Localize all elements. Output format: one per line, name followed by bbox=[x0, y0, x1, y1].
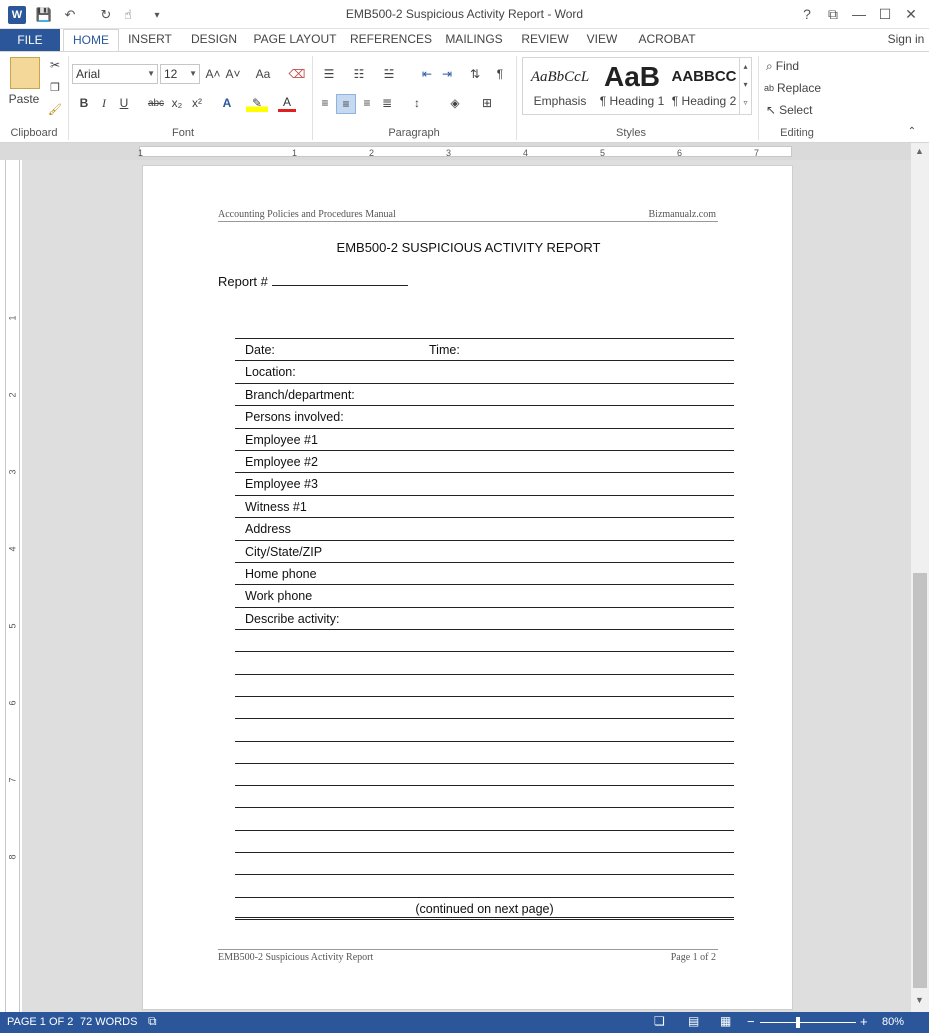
style-name: Emphasis bbox=[533, 94, 587, 108]
sign-in-link[interactable]: Sign in bbox=[887, 32, 925, 46]
zoom-level[interactable]: 80% bbox=[882, 1016, 905, 1028]
replace-button[interactable] bbox=[764, 79, 834, 97]
form-row-label: Employee #3 bbox=[245, 477, 318, 492]
ruler-number: 7 bbox=[7, 777, 18, 783]
ruler-number: 2 bbox=[369, 148, 375, 158]
cut-icon[interactable]: ✂ bbox=[49, 58, 61, 72]
blank-line[interactable] bbox=[235, 675, 734, 697]
text-effects-icon[interactable]: A bbox=[222, 96, 232, 110]
ruler-number: 8 bbox=[7, 854, 18, 860]
save-icon[interactable]: 💾 bbox=[35, 7, 53, 22]
form-row-label: Date: bbox=[245, 343, 275, 357]
customize-toolbar-icon[interactable]: ▾ bbox=[154, 9, 160, 21]
tab-acrobat[interactable]: ACROBAT bbox=[638, 32, 696, 46]
title-bar bbox=[0, 0, 929, 29]
change-case-button[interactable]: Aa bbox=[255, 67, 271, 81]
ruler-number: 5 bbox=[600, 148, 606, 158]
blank-line[interactable] bbox=[235, 875, 734, 897]
maximize-button[interactable]: ☐ bbox=[878, 6, 892, 22]
tab-review[interactable]: REVIEW bbox=[521, 32, 569, 46]
italic-button[interactable]: I bbox=[102, 95, 106, 110]
blank-line[interactable] bbox=[235, 786, 734, 808]
ruler-number: 4 bbox=[7, 546, 18, 552]
replace-label: Replace bbox=[777, 81, 822, 95]
document-page[interactable] bbox=[142, 165, 793, 1010]
footer-rule bbox=[218, 949, 718, 950]
blank-line[interactable] bbox=[235, 831, 734, 853]
font-size-combo[interactable] bbox=[160, 64, 200, 84]
find-button[interactable] bbox=[766, 57, 826, 75]
tab-mailings[interactable]: MAILINGS bbox=[445, 32, 503, 46]
minimize-button[interactable]: — bbox=[852, 6, 866, 22]
tab-page-layout[interactable]: PAGE LAYOUT bbox=[253, 32, 337, 46]
ruler-number: 1 bbox=[7, 315, 18, 321]
paste-button[interactable]: Paste bbox=[8, 92, 40, 106]
ruler-number: 3 bbox=[7, 469, 18, 475]
form-row[interactable] bbox=[235, 541, 734, 563]
report-number-field[interactable] bbox=[218, 274, 408, 289]
superscript-button[interactable]: x² bbox=[192, 96, 202, 110]
cursor-icon: ↖ bbox=[766, 103, 777, 117]
bullets-icon[interactable]: ☰ bbox=[323, 67, 335, 81]
ruler-number: 1 bbox=[292, 148, 298, 158]
scroll-down-icon[interactable]: ▼ bbox=[915, 995, 924, 1005]
style-sample: AABBCC bbox=[671, 68, 737, 85]
tab-design[interactable]: DESIGN bbox=[190, 32, 237, 46]
numbering-icon[interactable]: ☷ bbox=[353, 67, 365, 81]
ruler-number: 6 bbox=[677, 148, 683, 158]
format-painter-icon[interactable]: 🖌 bbox=[48, 103, 62, 116]
font-size-value: 12 bbox=[164, 67, 178, 81]
style-name: ¶ Heading 2 bbox=[671, 94, 737, 108]
ruler-number: 5 bbox=[7, 623, 18, 629]
ruler-number: 4 bbox=[523, 148, 529, 158]
form-row-label: Home phone bbox=[245, 566, 317, 581]
find-label: Find bbox=[775, 59, 800, 73]
form-row[interactable] bbox=[235, 384, 734, 406]
tab-references[interactable]: REFERENCES bbox=[350, 32, 433, 46]
blank-line[interactable] bbox=[235, 853, 734, 875]
description-lines bbox=[235, 630, 734, 898]
report-number-blank[interactable] bbox=[272, 274, 408, 286]
tab-view[interactable]: VIEW bbox=[586, 32, 618, 46]
select-label: Select bbox=[779, 103, 813, 117]
footer-page-number: Page 1 of 2 bbox=[670, 952, 716, 963]
align-center-icon[interactable]: ≡ bbox=[336, 94, 356, 114]
header-right-text: Bizmanualz.com bbox=[648, 209, 716, 220]
print-layout-icon[interactable]: ▤ bbox=[688, 1014, 700, 1028]
read-mode-icon[interactable]: ❏ bbox=[654, 1014, 665, 1028]
highlight-icon[interactable]: ✎ bbox=[246, 94, 268, 112]
grow-font-button[interactable]: A˄ bbox=[205, 67, 221, 81]
form-row-label: Branch/department: bbox=[245, 387, 355, 402]
web-layout-icon[interactable]: ▦ bbox=[720, 1014, 732, 1028]
form-row-label: Location: bbox=[245, 365, 296, 380]
borders-icon[interactable]: ⊞ bbox=[481, 96, 493, 110]
copy-icon[interactable]: ❐ bbox=[50, 81, 60, 94]
blank-line[interactable] bbox=[235, 742, 734, 764]
form-row[interactable] bbox=[235, 429, 734, 451]
touch-mode-icon[interactable]: ☝ bbox=[124, 7, 132, 22]
form-row[interactable] bbox=[235, 496, 734, 518]
form-row[interactable] bbox=[235, 451, 734, 473]
ribbon bbox=[0, 51, 929, 143]
vertical-scrollbar[interactable] bbox=[910, 143, 929, 1012]
form-row[interactable] bbox=[235, 563, 734, 585]
increase-indent-icon[interactable]: ⇥ bbox=[441, 67, 453, 81]
form-row-label: Persons involved: bbox=[245, 410, 344, 425]
style-name: ¶ Heading 1 bbox=[599, 94, 665, 108]
ruler-number: 7 bbox=[754, 148, 760, 158]
ruler-bar bbox=[139, 146, 792, 157]
zoom-out-button[interactable]: − bbox=[747, 1014, 755, 1029]
form-row[interactable] bbox=[235, 518, 734, 540]
word-count[interactable]: 72 WORDS bbox=[80, 1016, 138, 1028]
font-name-value: Arial bbox=[76, 67, 101, 81]
style-emphasis[interactable] bbox=[525, 58, 595, 114]
align-right-icon[interactable]: ≡ bbox=[363, 96, 371, 110]
horizontal-ruler[interactable] bbox=[0, 143, 910, 160]
form-row[interactable] bbox=[235, 406, 734, 428]
line-spacing-icon[interactable]: ↕ bbox=[414, 96, 420, 110]
form-row-label: Work phone bbox=[245, 589, 313, 604]
document-heading[interactable]: EMB500-2 SUSPICIOUS ACTIVITY REPORT bbox=[336, 240, 601, 255]
ruler-number: 1 bbox=[138, 148, 144, 158]
continued-note: (continued on next page) bbox=[235, 898, 734, 920]
ribbon-tabs bbox=[0, 29, 929, 51]
form-row-label: Address bbox=[245, 522, 291, 537]
font-color-button[interactable]: A bbox=[278, 94, 296, 112]
replace-icon: ab bbox=[764, 83, 775, 93]
shrink-font-button[interactable]: A˅ bbox=[225, 67, 241, 81]
style-sample: AaBbCcL bbox=[530, 69, 590, 85]
form-row-label: Witness #1 bbox=[245, 499, 307, 514]
vertical-ruler[interactable] bbox=[5, 160, 20, 1012]
styles-gallery bbox=[522, 57, 752, 115]
form-row-label: Describe activity: bbox=[245, 611, 340, 626]
form-row[interactable] bbox=[235, 585, 734, 607]
report-form bbox=[235, 338, 734, 920]
header-left-text: Accounting Policies and Procedures Manual bbox=[218, 209, 396, 220]
blank-line[interactable] bbox=[235, 764, 734, 786]
report-number-label: Report # bbox=[218, 274, 268, 289]
decrease-indent-icon[interactable]: ⇤ bbox=[421, 67, 433, 81]
blank-line[interactable] bbox=[235, 719, 734, 741]
undo-icon[interactable]: ↶ bbox=[64, 7, 76, 22]
show-formatting-button[interactable]: ¶ bbox=[496, 67, 504, 81]
window-title: EMB500-2 Suspicious Activity Report - Word bbox=[345, 7, 584, 21]
form-row-label: Employee #1 bbox=[245, 432, 318, 447]
tab-home[interactable]: HOME bbox=[63, 29, 119, 52]
chevron-down-icon: ▼ bbox=[189, 69, 197, 78]
style-heading-1[interactable] bbox=[597, 58, 667, 114]
ribbon-display-button[interactable]: ⧉ bbox=[828, 6, 838, 22]
tab-file[interactable]: FILE bbox=[0, 29, 60, 51]
blank-line[interactable] bbox=[235, 808, 734, 830]
align-left-icon[interactable]: ≡ bbox=[321, 96, 329, 110]
form-row-label-secondary: Time: bbox=[429, 343, 460, 357]
subscript-button[interactable]: x₂ bbox=[171, 96, 183, 110]
ruler-number: 3 bbox=[446, 148, 452, 158]
paste-icon[interactable] bbox=[10, 57, 40, 89]
scroll-up-icon[interactable]: ▲ bbox=[915, 146, 924, 156]
sort-icon[interactable]: ⇅ bbox=[469, 67, 481, 81]
blank-line[interactable] bbox=[235, 697, 734, 719]
proofing-icon[interactable]: ⧉ bbox=[148, 1014, 157, 1028]
help-button[interactable]: ? bbox=[803, 6, 811, 22]
status-bar bbox=[0, 1012, 929, 1033]
underline-button[interactable]: U bbox=[119, 96, 129, 110]
form-row[interactable] bbox=[235, 339, 734, 361]
paragraph-group-label: Paragraph bbox=[388, 127, 440, 139]
strikethrough-button[interactable]: abc bbox=[147, 97, 165, 109]
editing-group-label: Editing bbox=[780, 127, 814, 139]
bold-button[interactable]: B bbox=[79, 96, 89, 110]
style-heading-2[interactable] bbox=[669, 58, 739, 114]
zoom-in-button[interactable]: + bbox=[860, 1014, 868, 1029]
form-rows bbox=[235, 339, 734, 630]
select-button[interactable] bbox=[766, 101, 830, 119]
form-row[interactable] bbox=[235, 608, 734, 630]
form-row-label: City/State/ZIP bbox=[245, 544, 323, 559]
blank-line[interactable] bbox=[235, 630, 734, 652]
scrollbar-thumb[interactable] bbox=[913, 573, 927, 988]
font-group-label: Font bbox=[171, 127, 194, 139]
word-app-icon[interactable]: W bbox=[8, 6, 26, 24]
ruler-number: 6 bbox=[7, 700, 18, 706]
clear-formatting-icon[interactable]: ⌫ bbox=[288, 67, 306, 81]
style-sample: AaB bbox=[603, 61, 660, 92]
font-name-combo[interactable] bbox=[72, 64, 158, 84]
blank-line[interactable] bbox=[235, 652, 734, 674]
page-count[interactable]: PAGE 1 OF 2 bbox=[7, 1016, 74, 1028]
multilevel-list-icon[interactable]: ☱ bbox=[383, 67, 395, 81]
ruler-number: 2 bbox=[7, 392, 18, 398]
form-row-label: Employee #2 bbox=[245, 454, 318, 469]
header-rule bbox=[218, 221, 718, 222]
collapse-ribbon-icon[interactable]: ⌃ bbox=[907, 125, 917, 137]
zoom-slider[interactable] bbox=[760, 1022, 856, 1023]
redo-icon[interactable]: ↻ bbox=[100, 7, 112, 22]
styles-scroll[interactable]: ▴ ▾ ▿ bbox=[739, 58, 751, 114]
zoom-slider-thumb[interactable] bbox=[796, 1017, 800, 1028]
form-row[interactable] bbox=[235, 361, 734, 383]
justify-icon[interactable]: ≣ bbox=[381, 96, 393, 110]
styles-group-label: Styles bbox=[616, 127, 646, 139]
form-row[interactable] bbox=[235, 473, 734, 495]
shading-icon[interactable]: ◈ bbox=[450, 96, 460, 110]
close-button[interactable]: ✕ bbox=[905, 6, 917, 22]
clipboard-group-label: Clipboard bbox=[10, 127, 58, 139]
binoculars-icon: ⌕ bbox=[766, 58, 773, 73]
chevron-down-icon: ▼ bbox=[147, 69, 155, 78]
tab-insert[interactable]: INSERT bbox=[128, 32, 172, 46]
footer-left-text: EMB500-2 Suspicious Activity Report bbox=[218, 952, 374, 963]
